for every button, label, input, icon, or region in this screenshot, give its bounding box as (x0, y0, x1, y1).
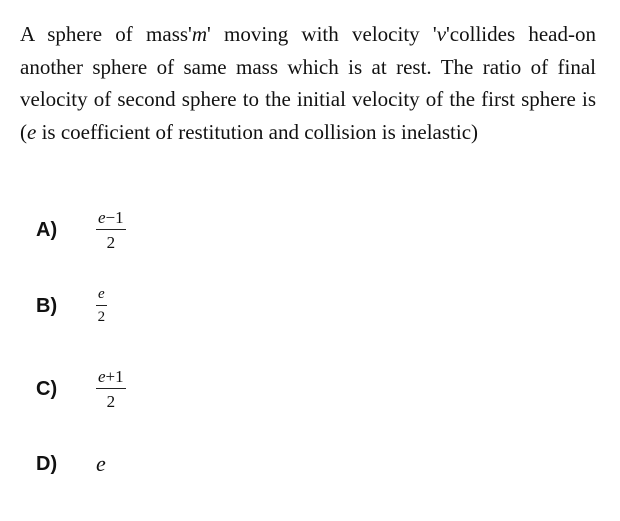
option-a-label: A) (36, 218, 58, 241)
question-part-3: 'collides head-on another sphere of same mass which is at rest. The ratio of final velocity of second sphere to the initial velocity of the first sphere is ( (20, 22, 596, 144)
option-a-denominator: 2 (106, 233, 116, 252)
restitution-symbol: e (27, 119, 37, 144)
question-part-2: ' moving with velocity ' (207, 22, 437, 46)
option-c[interactable] (36, 364, 126, 414)
option-b-numerator: e (96, 287, 107, 306)
option-b-fraction (96, 287, 107, 325)
mass-symbol: m (191, 22, 207, 46)
question-part-1: A sphere of mass' (20, 22, 192, 46)
option-d-value: e (96, 451, 106, 476)
option-c-fraction (96, 368, 126, 410)
option-a-fraction (96, 209, 126, 251)
option-c-numerator: e+1 (96, 368, 126, 389)
question-part-4: is coefficient of restitution and collision is inelastic) (36, 119, 479, 144)
option-d-label: D) (36, 452, 58, 475)
option-c-denominator: 2 (106, 392, 116, 411)
option-b[interactable] (36, 281, 107, 331)
option-b-label: B) (36, 294, 58, 317)
option-d[interactable] (36, 439, 106, 489)
option-c-label: C) (36, 377, 58, 400)
option-a[interactable] (36, 205, 126, 255)
option-b-denominator: 2 (97, 309, 106, 325)
question-text (20, 18, 596, 148)
velocity-symbol: v (436, 22, 447, 46)
option-a-numerator: e−1 (96, 209, 126, 230)
